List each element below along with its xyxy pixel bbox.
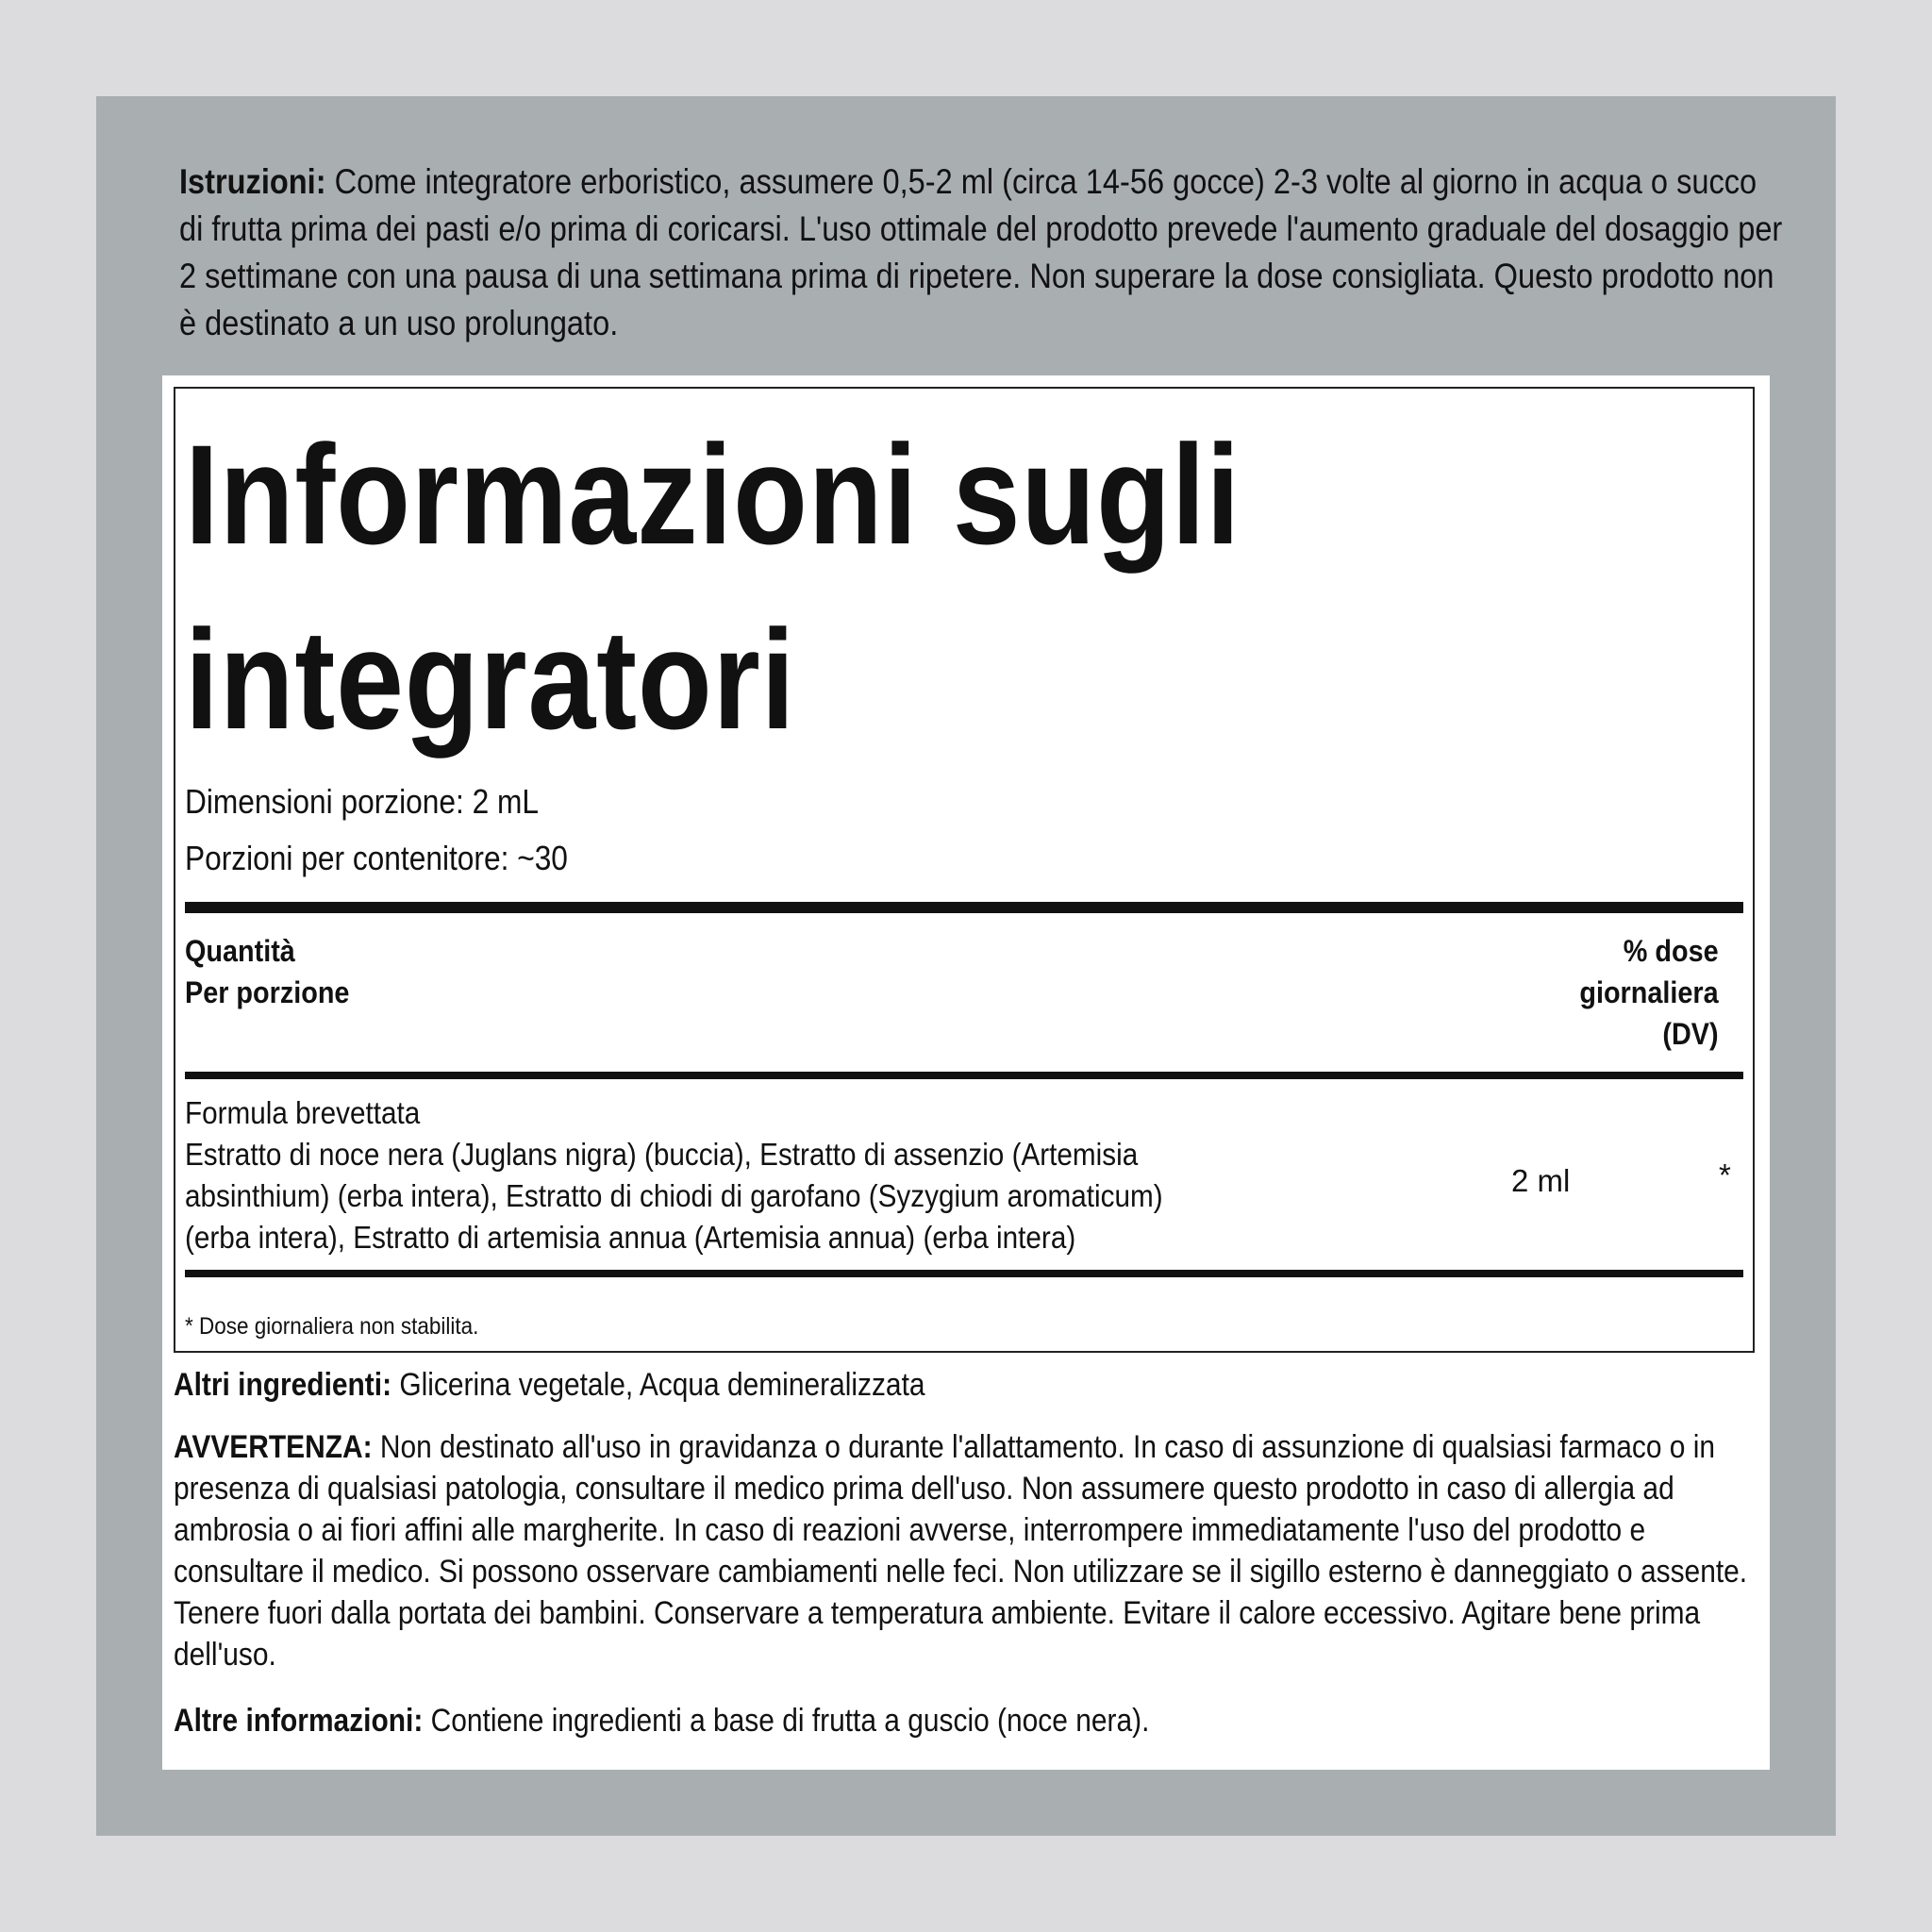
ingredient-dv: * <box>1719 1158 1731 1192</box>
label-panel <box>162 375 1770 1770</box>
other-ingredients-label: Altri ingredienti: <box>174 1367 392 1403</box>
other-ingredients-text: Glicerina vegetale, Acqua demineralizzata <box>391 1367 925 1403</box>
thick-divider <box>185 902 1743 913</box>
amount-header-line2: Per porzione <box>185 975 350 1009</box>
medium-divider <box>185 1072 1743 1079</box>
more-info-text: Contiene ingredienti a base di frutta a guscio (noce nera). <box>423 1703 1150 1739</box>
warning <box>174 1426 1751 1675</box>
instructions-text: Come integratore erboristico, assumere 0,5-2 ml (circa 14-56 gocce) 2-3 volte al giorno in acqua o succo di frutta prima dei pasti e/o prima di coricarsi. L'uso ottimale del prodotto prevede l'aumento graduale del dosaggio per 2 settimane con una pausa di una settimana prima di ripetere. Non superare la dose consigliata. Questo prodotto non è destinato a un uso prolungato. <box>179 162 1783 342</box>
warning-text: Non destinato all'uso in gravidanza o durante l'allattamento. In caso di assunzione di qualsiasi farmaco o in presenza di qualsiasi patologia, consultare il medico prima dell'uso. Non assumere questo prodotto in caso di allergia ad ambrosia o ai fiori affini alle margherite. In caso di reazioni avverse, interrompere immediatamente l'uso del prodotto e consultare il medico. Si possono osservare cambiamenti nelle feci. Non utilizzare se il sigillo esterno è danneggiato o assente. Tenere fuori dalla portata dei bambini. Conservare a temperatura ambiente. Evitare il calore eccessivo. Agitare bene prima dell'uso. <box>174 1429 1748 1673</box>
amount-header <box>185 930 349 1013</box>
ingredient-row <box>185 1092 1163 1258</box>
ingredient-line3: absinthium) (erba intera), Estratto di chiodi di garofano (Syzygium aromaticum) <box>185 1178 1163 1213</box>
facts-title-line2: integratori <box>185 600 796 758</box>
dv-header-line2: giornaliera <box>1579 975 1719 1009</box>
label-frame <box>96 96 1836 1836</box>
more-info-label: Altre informazioni: <box>174 1703 424 1739</box>
dv-footnote: * Dose giornaliera non stabilita. <box>185 1313 479 1340</box>
dv-header-line3: (DV) <box>1662 1017 1719 1051</box>
dv-header-line1: % dose <box>1624 934 1719 968</box>
facts-title <box>185 402 1241 772</box>
amount-header-line1: Quantità <box>185 934 295 968</box>
other-ingredients <box>174 1364 1751 1406</box>
supplement-facts-box <box>174 387 1755 1353</box>
more-info <box>174 1700 1751 1741</box>
ingredient-amount: 2 ml <box>1511 1163 1571 1198</box>
ingredient-line4: (erba intera), Estratto di artemisia annua (Artemisia annua) (erba intera) <box>185 1220 1076 1255</box>
instructions-label: Istruzioni: <box>179 162 326 201</box>
ingredient-line2: Estratto di noce nera (Juglans nigra) (buccia), Estratto di assenzio (Artemisia <box>185 1137 1139 1172</box>
facts-title-line1: Informazioni sugli <box>185 415 1241 574</box>
servings-per-container: Porzioni per contenitore: ~30 <box>185 839 568 877</box>
dv-header <box>1580 930 1719 1055</box>
bottom-divider <box>185 1270 1743 1277</box>
warning-label: AVVERTENZA: <box>174 1429 373 1465</box>
ingredient-line1: Formula brevettata <box>185 1095 421 1130</box>
instructions <box>179 158 1783 347</box>
serving-size: Dimensioni porzione: 2 mL <box>185 782 540 821</box>
